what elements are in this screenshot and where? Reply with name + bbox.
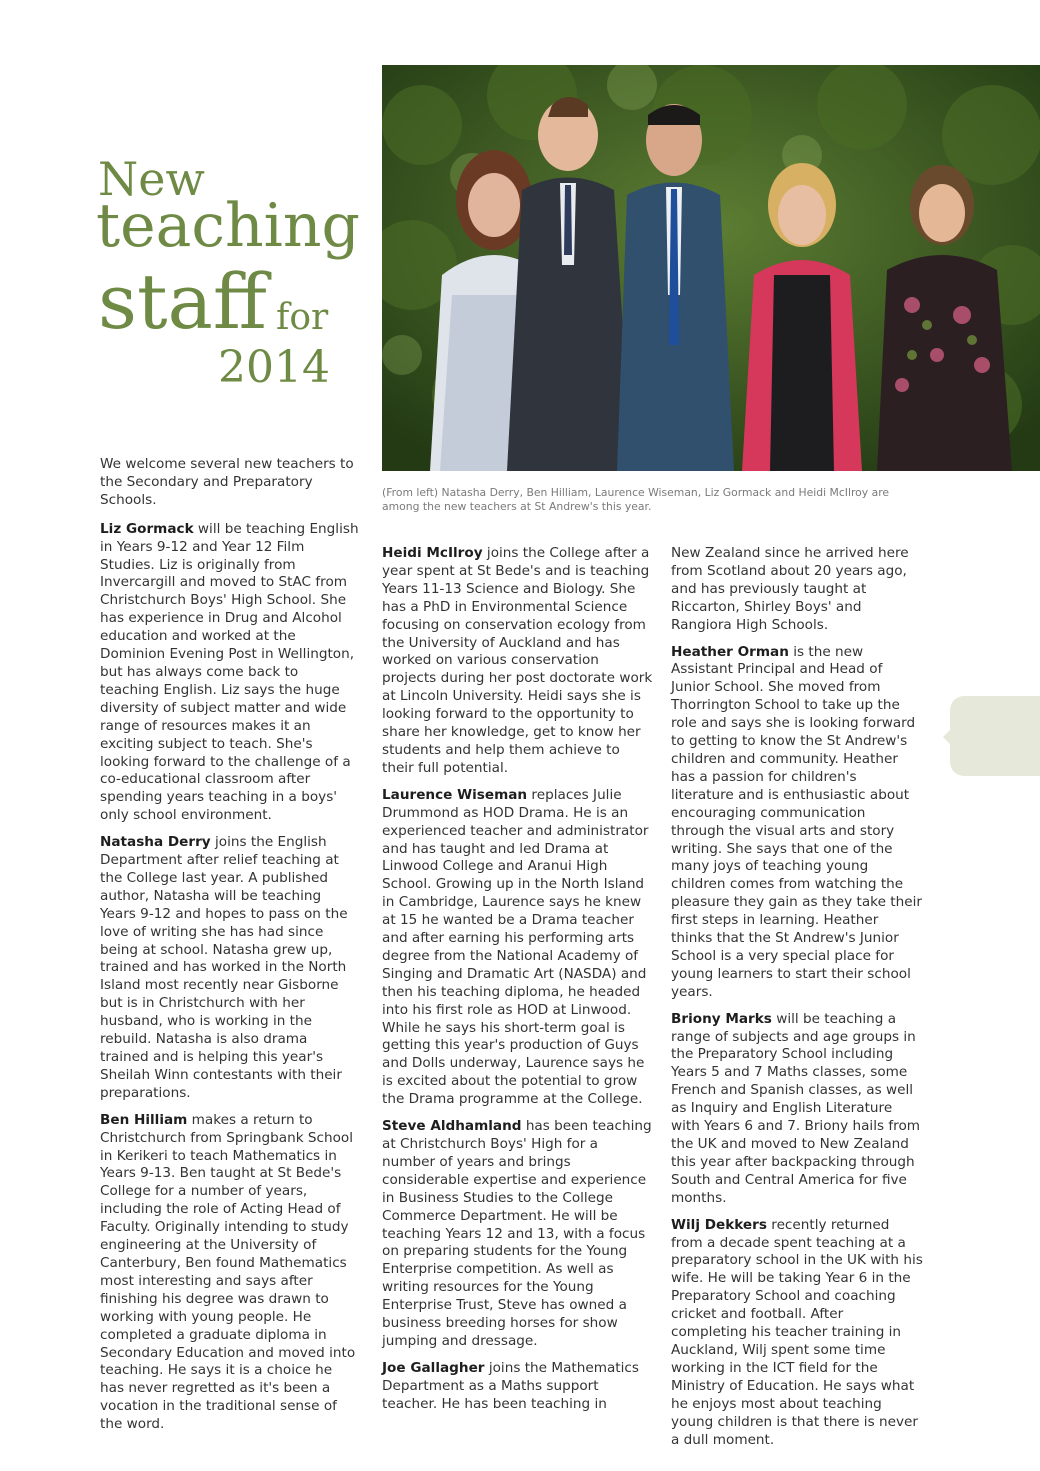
profile-paragraph xyxy=(382,545,654,778)
profile-paragraph-continued xyxy=(671,545,923,635)
teacher-name: Joe Gallagher xyxy=(382,1359,485,1376)
intro-paragraph: We welcome several new teachers to the Secondary and Preparatory Schools. xyxy=(100,456,354,508)
teacher-name: Wilj Dekkers xyxy=(671,1216,767,1233)
teacher-name: Briony Marks xyxy=(671,1010,772,1027)
profile-paragraph xyxy=(671,1011,923,1208)
profile-text: joins the Mathematics Department as a Maths support teacher. He has been teaching in xyxy=(382,1359,639,1412)
teacher-name: Natasha Derry xyxy=(100,834,211,851)
title-line-for: for xyxy=(276,297,329,338)
profile-paragraph xyxy=(671,1217,923,1450)
profile-paragraph xyxy=(382,787,654,1109)
title-line-new: New xyxy=(98,152,205,206)
profile-text: replaces Julie Drummond as HOD Drama. He is an experienced teacher and administrator and has taught and led Drama at Linwood College and Aranui High School. Growing up in the North Island in Cambridge, Laurence says he knew at 15 he wanted be a Drama teacher and after earning his performing arts degree from the National Academy of Singing and Dramatic Art (NASDA) and then his teaching diploma, he headed into his first role as HOD at Linwood. While he says his short-term goal is getting this year's production of Guys and Dolls underway, Laurence says he is excited about the potential to grow the Drama programme at the College. xyxy=(382,786,649,1108)
teacher-name: Heidi McIlroy xyxy=(382,545,483,561)
profile-text: is the new Assistant Principal and Head of Junior School. She moved from Thorrington School to take up the role and says she is looking forward to getting to know the St Andrew's children and community. Heather has a passion for children's literature and is enthusiastic about encouraging communication through the visual arts and story writing. She says that one of the many joys of teaching young children comes from watching the pleasure they gain as they take their first steps in learning. Heather thinks that the St Andrew's Junior School is a very special place for young learners to start their school years. xyxy=(671,643,922,1000)
profile-paragraph xyxy=(382,1118,654,1351)
profile-paragraph xyxy=(671,644,923,1002)
title-line-year: 2014 xyxy=(218,342,330,393)
profile-text: New Zealand since he arrived here from Scotland about 20 years ago, and has previously taught at Riccarton, Shirley Boys' and Rangiora High Schools. xyxy=(671,545,909,633)
profile-text: will be teaching English in Years 9-12 and Year 12 Film Studies. Liz is originally from Invercargill and moved to StAC from Christchurch Boys' High School. She has experience in Drug and Alcohol education and worked at the Dominion Evening Post in Wellington, but has always come back to teaching English. Liz says the huge diversity of subject matter and wide range of resources makes it an exciting subject to teach. She's looking forward to the challenge of a co-educational classroom after spending years teaching in a boys' only school environment. xyxy=(100,520,359,824)
profile-text: has been teaching at Christchurch Boys' High for a number of years and brings considerable expertise and experience in Business Studies to the College Commerce Department. He will be teaching Years 12 and 13, with a focus on preparing students for the Young Enterprise competition. As well as writing resources for the Young Enterprise Trust, Steve has owned a business breeding horses for show jumping and dressage. xyxy=(382,1118,652,1349)
teacher-name: Laurence Wiseman xyxy=(382,786,528,803)
profile-text: makes a return to Christchurch from Springbank School in Kerikeri to teach Mathematics in Years 9-13. Ben taught at St Bede's College for a number of years, including the role of Acting Head of Faculty. Originally intending to study engineering at the University of Canterbury, Ben found Mathematics most interesting and says after finishing his degree was drawn to working with young people. He completed a graduate diploma in Secondary Education and moved into teaching. He says it is a choice he has never regretted as it's been a vocation in the traditional sense of the word. xyxy=(100,1111,356,1433)
profile-text: will be teaching a range of subjects and age groups in the Preparatory School including Years 5 and 7 Maths classes, some French and Spanish classes, as well as Inquiry and English Literature with Years 6 and 7. Briony hails from the UK and moved to New Zealand this year after backpacking through South and Central America for five months. xyxy=(671,1010,921,1206)
text-column-2 xyxy=(382,545,654,1423)
staff-group-photo xyxy=(382,65,1040,471)
profile-text: joins the College after a year spent at St Bede's and is teaching Years 11-13 Science and Biology. She has a PhD in Environmental Science focusing on conservation ecology from the University of Auckland and has worked on various conservation projects during her post doctorate work at Lincoln University. Heidi says she is looking forward to the opportunity to share her knowledge, get to know her students and help them achieve to their full potential. xyxy=(382,545,653,776)
profile-paragraph xyxy=(100,834,360,1103)
text-column-1 xyxy=(100,456,360,1443)
page-edge-tab-notch xyxy=(943,729,951,745)
profile-paragraph xyxy=(100,1112,360,1434)
teacher-name: Liz Gormack xyxy=(100,520,194,537)
profile-paragraph xyxy=(100,521,360,825)
title-line-staff: staff xyxy=(98,257,267,346)
profile-paragraph xyxy=(382,1360,654,1414)
teacher-name: Heather Orman xyxy=(671,643,789,660)
page-edge-tab xyxy=(950,696,1040,776)
profile-text: joins the English Department after relief teaching at the College last year. A published author, Natasha will be teaching Years 9-12 and hopes to pass on the love of writing she has had since being at school. Natasha grew up, trained and has worked in the North Island most recently near Gisborne but is in Christchurch with her husband, who is working in the rebuild. Natasha is also drama trained and is helping this year's Sheilah Winn contestants with their preparations. xyxy=(100,834,348,1101)
photo-caption: (From left) Natasha Derry, Ben Hilliam, Laurence Wiseman, Liz Gormack and Heidi McIlroy are among the new teachers at St Andrew's this year. xyxy=(382,486,890,513)
title-line-teaching: teaching xyxy=(96,191,360,261)
profile-text: recently returned from a decade spent teaching at a preparatory school in the UK with his wife. He will be taking Year 6 in the Preparatory School and coaching cricket and football. After completing his teacher training in Auckland, Wilj spent some time working in the ICT field for the Ministry of Education. He says what he enjoys most about teaching young children is that there is never a dull moment. xyxy=(671,1216,923,1448)
text-column-3 xyxy=(671,545,923,1458)
teacher-name: Steve Aldhamland xyxy=(382,1118,522,1135)
teacher-name: Ben Hilliam xyxy=(100,1111,188,1128)
